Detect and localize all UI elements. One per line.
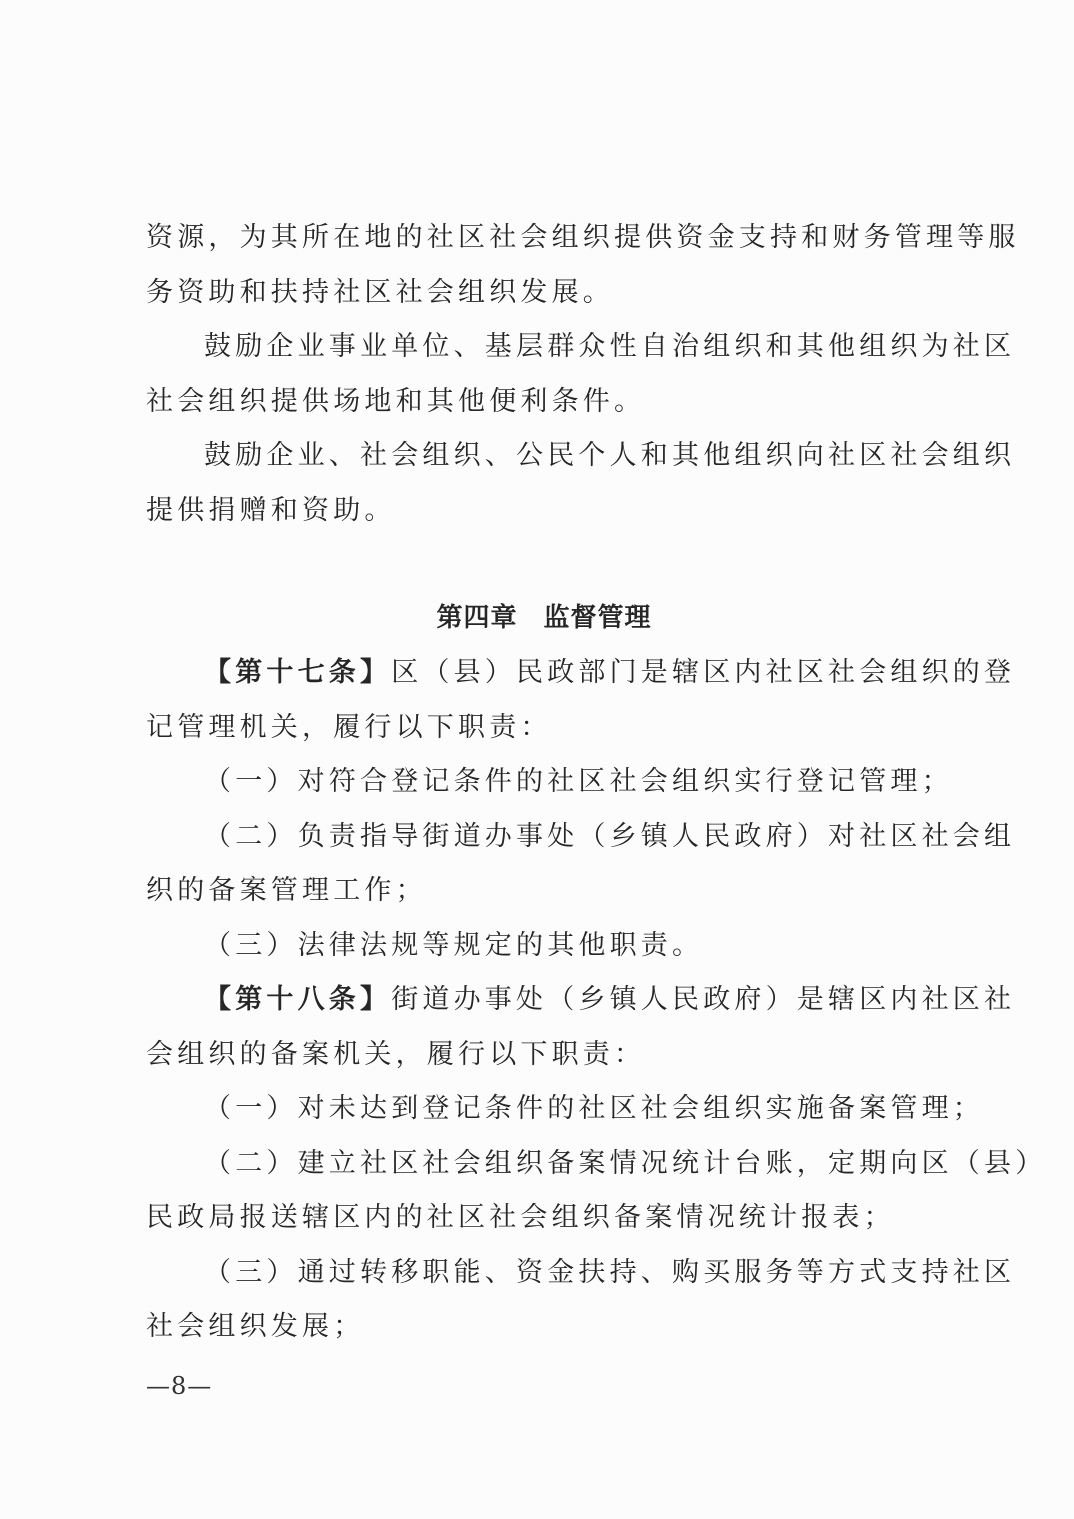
list-item: （一）对符合登记条件的社区社会组织实行登记管理； (204, 766, 953, 797)
paragraph-line: 会组织的备案机关，履行以下职责： (146, 1038, 646, 1070)
list-item-continued: 织的备案管理工作； (146, 875, 427, 906)
list-item-continued: 民政局报送辖区内的社区社会组织备案情况统计报表； (146, 1202, 895, 1233)
list-item: （二）负责指导街道办事处（乡镇人民政府）对社区社会组 (204, 820, 1016, 852)
chapter-title: 监督管理 (543, 603, 652, 633)
paragraph-line: 社会组织提供场地和其他便利条件。 (146, 385, 646, 417)
paragraph-line: 提供捐赠和资助。 (146, 494, 396, 526)
article-18-first-line (146, 973, 1016, 1028)
chapter-heading (146, 590, 942, 646)
article-17-text: 区（县）民政部门是辖区内社区社会组织的登 (391, 657, 1016, 688)
list-item: （三）通过转移职能、资金扶持、购买服务等方式支持社区 (204, 1256, 1016, 1288)
article-18-heading: 【第十八条】 (204, 984, 392, 1015)
article-18-text: 街道办事处（乡镇人民政府）是辖区内社区社 (391, 984, 1016, 1015)
article-17-heading: 【第十七条】 (204, 657, 392, 688)
chapter-number: 第四章 (436, 603, 518, 633)
page-number: —8— (146, 1372, 213, 1400)
paragraph-line: 鼓励企业、社会组织、公民个人和其他组织向社区社会组织 (204, 440, 1016, 471)
paragraph-line: 资源，为其所在地的社区社会组织提供资金支持和财务管理等服 (146, 222, 1020, 253)
list-item: （三）法律法规等规定的其他职责。 (204, 929, 704, 961)
list-item: （一）对未达到登记条件的社区社会组织实施备案管理； (204, 1093, 984, 1124)
list-item-continued: 社会组织发展； (146, 1311, 365, 1342)
paragraph-line: 鼓励企业事业单位、基层群众性自治组织和其他组织为社区 (204, 331, 1016, 362)
paragraph-line: 记管理机关，履行以下职责： (146, 711, 552, 743)
document-body (146, 211, 1047, 1355)
list-item: （二）建立社区社会组织备案情况统计台账，定期向区（县） (204, 1147, 1047, 1179)
paragraph-line: 务资助和扶持社区社会组织发展。 (146, 276, 614, 308)
article-17-first-line (146, 646, 1016, 701)
